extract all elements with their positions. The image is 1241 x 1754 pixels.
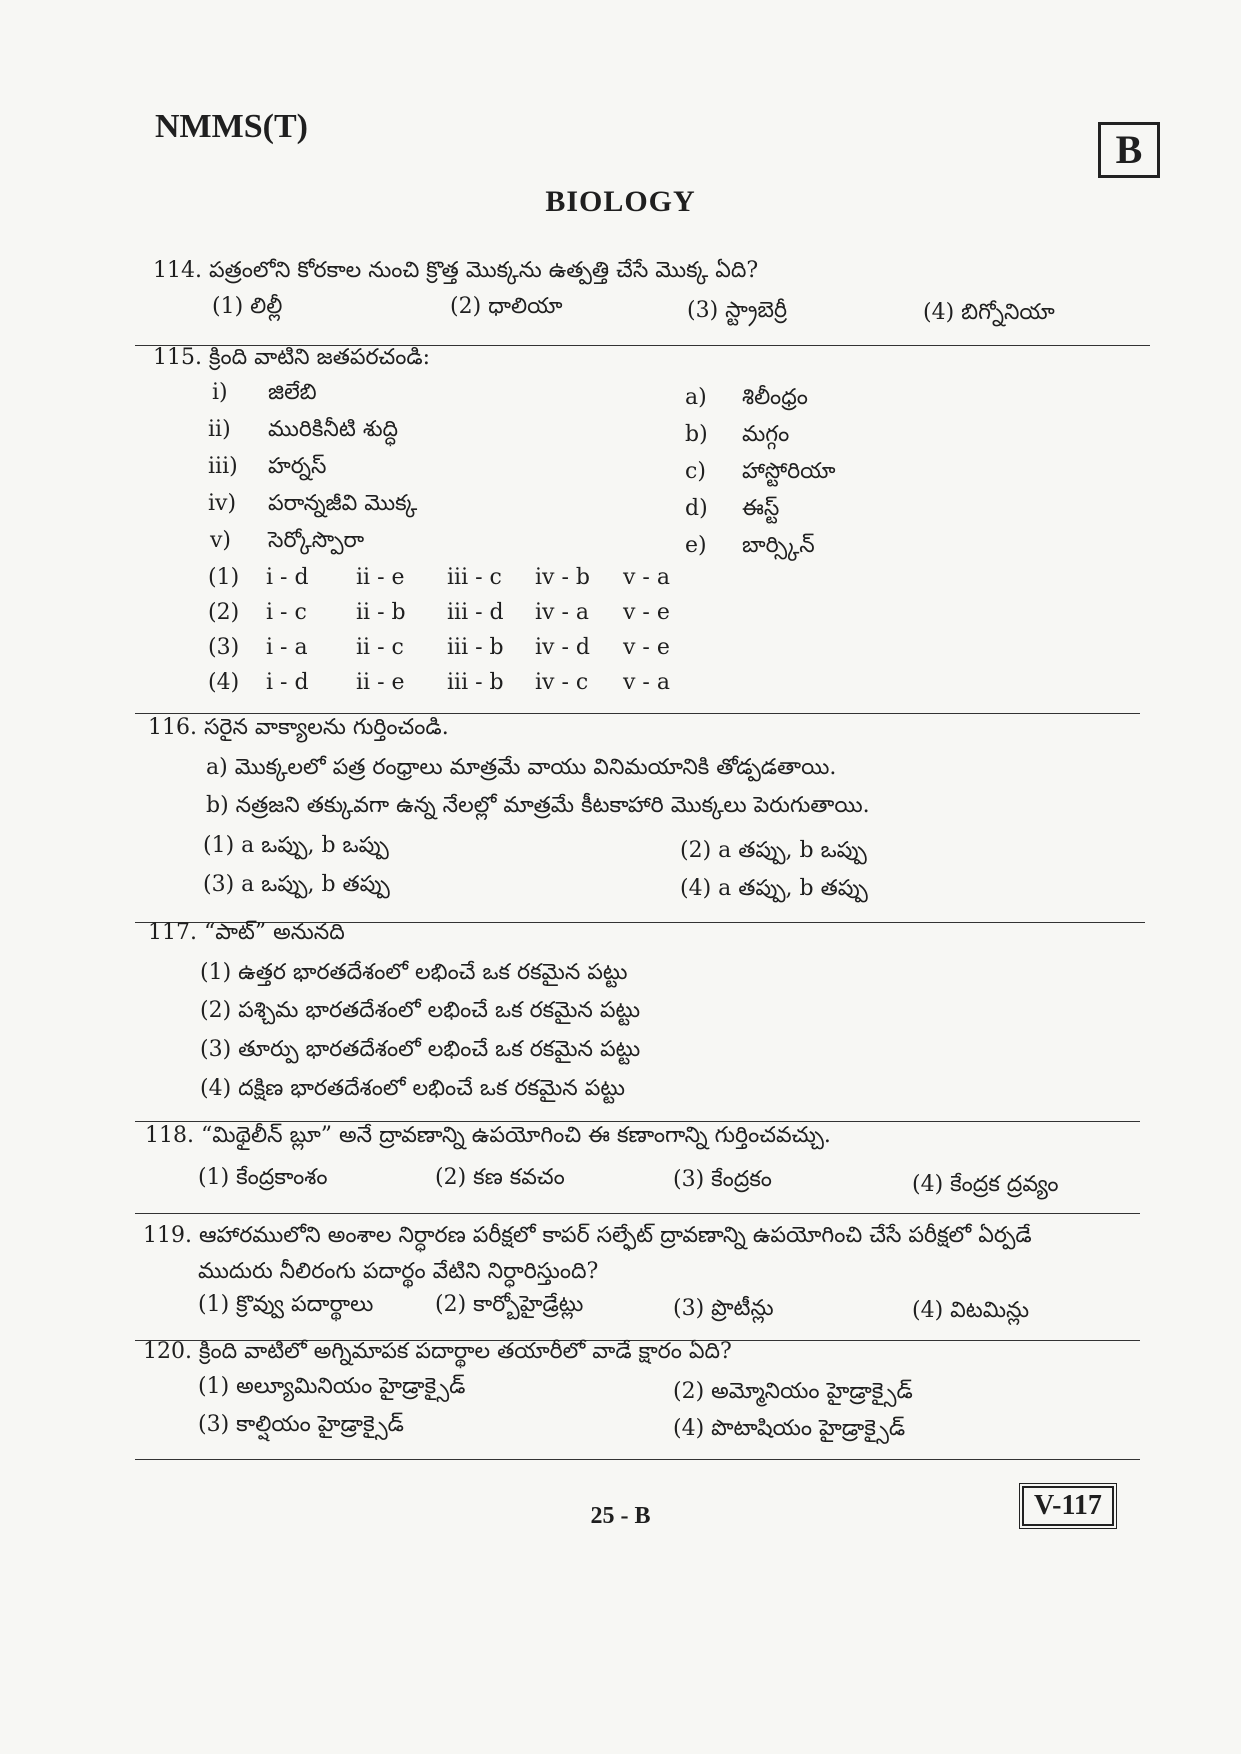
- exam-code: NMMS(T): [155, 108, 308, 145]
- q115-left-num-4: iv): [208, 491, 237, 516]
- option-number: (2): [208, 600, 240, 625]
- q119-option-3: (3) ప్రొటీన్లు: [673, 1296, 774, 1321]
- question-120: 120. క్రింది వాటిలో అగ్నిమాపక పదార్థాల తయారీలో వాడే క్షారం ఏది?: [143, 1339, 732, 1364]
- pair: iii - c: [447, 565, 502, 590]
- question-119-line-2: ముదురు నీలిరంగు పదార్థం వేటిని నిర్ధారిస్తుంది?: [198, 1259, 599, 1284]
- divider: [135, 1213, 1140, 1214]
- pair: iv - a: [535, 600, 590, 625]
- question-115: 115. క్రింది వాటిని జతపరచండి:: [153, 345, 431, 370]
- option-number: (4): [208, 670, 240, 695]
- q120-option-2: (2) అమ్మోనియం హైడ్రాక్సైడ్: [673, 1379, 913, 1404]
- q117-option-1: (1) ఉత్తర భారతదేశంలో లభించే ఒక రకమైన పట్టు: [200, 960, 628, 985]
- q115-option-3: [208, 635, 670, 660]
- q120-option-3: (3) కాల్షియం హైడ్రాక్సైడ్: [198, 1412, 404, 1437]
- page-number: 25 - B: [590, 1503, 651, 1529]
- q116-statement-b: b) నత్రజని తక్కువగా ఉన్న నేలల్లో మాత్రమే కీటకాహారి మొక్కలు పెరుగుతాయి.: [206, 793, 870, 818]
- pair: ii - c: [356, 635, 404, 660]
- pair: iv - c: [535, 670, 589, 695]
- q118-option-3: (3) కేంద్రకం: [673, 1167, 772, 1192]
- q117-option-3: (3) తూర్పు భారతదేశంలో లభించే ఒక రకమైన పట్టు: [200, 1037, 641, 1062]
- q120-option-4: (4) పొటాషియం హైడ్రాక్సైడ్: [673, 1416, 906, 1441]
- q115-right-item-e: బార్స్కిన్: [742, 533, 815, 558]
- q115-right-item-a: శిలీంధ్రం: [742, 385, 808, 410]
- pair: ii - e: [356, 565, 405, 590]
- question-118: 118. “మిథైలీన్ బ్లూ” అనే ద్రావణాన్ని ఉపయోగించి ఈ కణాంగాన్ని గుర్తించవచ్చు.: [145, 1123, 831, 1148]
- q115-left-item-5: సెర్కోస్పొరా: [268, 528, 365, 553]
- q117-option-4: (4) దక్షిణ భారతదేశంలో లభించే ఒక రకమైన పట్టు: [200, 1076, 625, 1101]
- q115-left-item-1: జిలేబి: [268, 380, 317, 405]
- pair: ii - b: [356, 600, 406, 625]
- divider: [135, 1459, 1140, 1460]
- divider: [135, 1121, 1140, 1122]
- q115-option-4: [208, 670, 670, 695]
- question-114: 114. పత్రంలోని కోరకాల నుంచి క్రొత్త మొక్కను ఉత్పత్తి చేసే మొక్క ఏది?: [153, 258, 759, 283]
- q115-right-num-e: e): [685, 533, 707, 558]
- q117-option-2: (2) పశ్చిమ భారతదేశంలో లభించే ఒక రకమైన పట్టు: [200, 998, 641, 1023]
- divider: [135, 713, 1140, 714]
- q115-left-num-1: i): [212, 380, 228, 405]
- q115-left-item-3: హర్నస్: [268, 454, 327, 479]
- q114-option-3: (3) స్ట్రాబెర్రీ: [687, 298, 788, 323]
- q115-right-num-c: c): [685, 459, 706, 484]
- pair: iv - d: [535, 635, 590, 660]
- pair: i - a: [266, 635, 308, 660]
- q115-right-item-c: హాస్టోరియా: [742, 459, 836, 484]
- q116-option-3: (3) a ఒప్పు, b తప్పు: [203, 872, 390, 897]
- question-117: 117. “పాట్” అనునది: [148, 920, 345, 945]
- q118-option-2: (2) కణ కవచం: [435, 1165, 565, 1190]
- q114-option-4: (4) బిగ్నోనియా: [923, 300, 1055, 325]
- q115-option-1: [208, 565, 670, 590]
- pair: i - c: [266, 600, 307, 625]
- q115-left-item-4: పరాన్నజీవి మొక్క: [268, 491, 418, 516]
- booklet-code: V-117: [1022, 1486, 1114, 1526]
- q114-option-2: (2) ధాలియా: [450, 294, 563, 319]
- pair: iii - b: [447, 635, 504, 660]
- q115-left-num-2: ii): [208, 417, 231, 442]
- q115-left-item-2: మురికినీటి శుద్ధి: [268, 417, 399, 442]
- pair: iv - b: [535, 565, 590, 590]
- pair: v - a: [623, 565, 670, 590]
- q115-right-num-a: a): [685, 385, 707, 410]
- q115-right-num-b: b): [685, 422, 708, 447]
- set-badge: B: [1098, 122, 1160, 178]
- q116-option-4: (4) a తప్పు, b తప్పు: [680, 876, 868, 901]
- question-116: 116. సరైన వాక్యాలను గుర్తించండి.: [148, 715, 449, 740]
- question-119-line-1: 119. ఆహారములోని అంశాల నిర్ధారణ పరీక్షలో కాపర్ సల్ఫేట్ ద్రావణాన్ని ఉపయోగించి చేసే పరీక్షలో ఏర్పడే: [143, 1223, 1032, 1248]
- option-number: (3): [208, 635, 240, 660]
- subject-title: BIOLOGY: [545, 185, 696, 218]
- pair: v - a: [623, 670, 670, 695]
- q116-statement-a: a) మొక్కలలో పత్ర రంధ్రాలు మాత్రమే వాయు వినిమయానికి తోడ్పడతాయి.: [206, 755, 837, 780]
- pair: iii - d: [447, 600, 504, 625]
- option-number: (1): [208, 565, 240, 590]
- pair: v - e: [623, 635, 670, 660]
- q115-option-2: [208, 600, 670, 625]
- q114-option-1: (1) లిల్లీ: [212, 294, 283, 319]
- q115-left-num-5: v): [210, 528, 232, 553]
- q115-right-num-d: d): [685, 496, 708, 521]
- pair: iii - b: [447, 670, 504, 695]
- q120-option-1: (1) అల్యూమినియం హైడ్రాక్సైడ్: [198, 1374, 466, 1399]
- pair: ii - e: [356, 670, 405, 695]
- q116-option-2: (2) a తప్పు, b ఒప్పు: [680, 838, 867, 863]
- q116-option-1: (1) a ఒప్పు, b ఒప్పు: [203, 833, 389, 858]
- pair: i - d: [266, 565, 309, 590]
- q118-option-1: (1) కేంద్రకాంశం: [198, 1165, 328, 1190]
- q119-option-2: (2) కార్బోహైడ్రేట్లు: [435, 1292, 584, 1317]
- pair: i - d: [266, 670, 309, 695]
- pair: v - e: [623, 600, 670, 625]
- q119-option-4: (4) విటమిన్లు: [912, 1298, 1030, 1323]
- q119-option-1: (1) క్రొవ్వు పదార్థాలు: [198, 1292, 374, 1317]
- q118-option-4: (4) కేంద్రక ద్రవ్యం: [912, 1172, 1059, 1197]
- q115-right-item-d: ఈస్ట్: [742, 496, 780, 521]
- q115-right-item-b: మగ్గం: [742, 422, 790, 447]
- q115-left-num-3: iii): [208, 454, 238, 479]
